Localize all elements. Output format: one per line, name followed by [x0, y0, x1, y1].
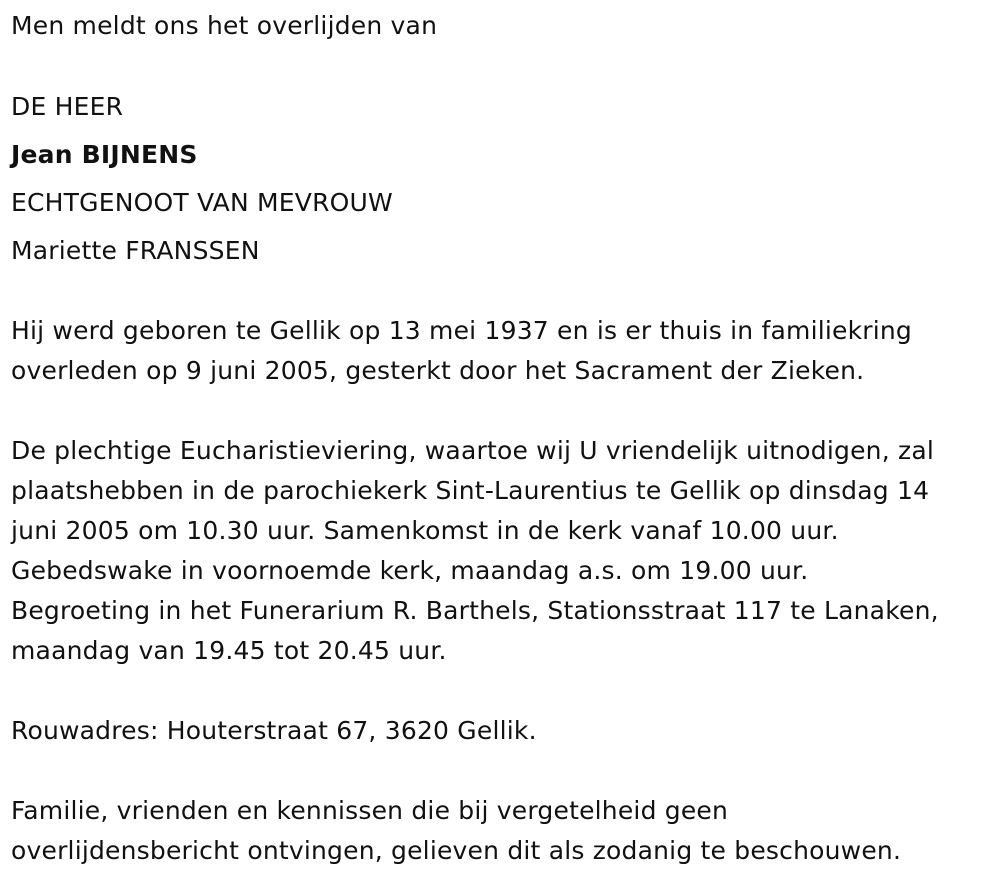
spouse-name: Mariette FRANSSEN: [11, 236, 260, 265]
ceremony-line: De plechtige Eucharistieviering, waartoe wij U vriendelijk uitnodigen, zal: [11, 436, 934, 465]
deceased-title: DE HEER: [11, 92, 124, 121]
closing-line: Familie, vrienden en kennissen die bij vergetelheid geen: [11, 796, 729, 825]
closing-line: overlijdensbericht ontvingen, gelieven dit als zodanig te beschouwen.: [11, 836, 902, 865]
birth-death-line: Hij werd geboren te Gellik op 13 mei 1937 en is er thuis in familiekring: [11, 316, 912, 345]
mourning-address: Rouwadres: Houterstraat 67, 3620 Gellik.: [11, 716, 537, 745]
ceremony-line: maandag van 19.45 tot 20.45 uur.: [11, 636, 447, 665]
spouse-label: ECHTGENOOT VAN MEVROUW: [11, 188, 393, 217]
deceased-name: Jean BIJNENS: [11, 140, 198, 169]
intro-text: Men meldt ons het overlijden van: [11, 11, 438, 40]
ceremony-line: Begroeting in het Funerarium R. Barthels, Stationsstraat 117 te Lanaken,: [11, 596, 939, 625]
ceremony-line: juni 2005 om 10.30 uur. Samenkomst in de kerk vanaf 10.00 uur.: [11, 516, 839, 545]
ceremony-line: Gebedswake in voornoemde kerk, maandag a.s. om 19.00 uur.: [11, 556, 809, 585]
birth-death-line: overleden op 9 juni 2005, gesterkt door het Sacrament der Zieken.: [11, 356, 865, 385]
ceremony-line: plaatshebben in de parochiekerk Sint-Laurentius te Gellik op dinsdag 14: [11, 476, 930, 505]
